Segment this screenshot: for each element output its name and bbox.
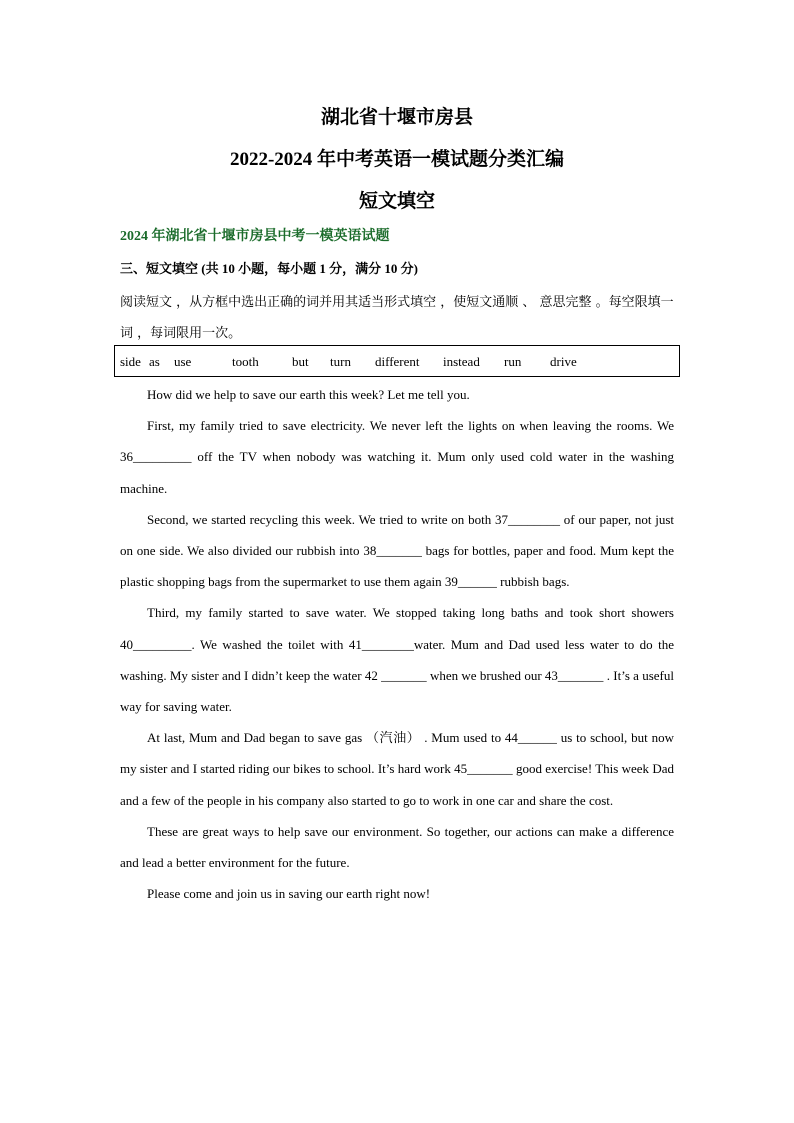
passage-paragraph: At last, Mum and Dad began to save gas （汽油） . Mum used to 44______ us to school, but now my sister and I started riding our bikes to school. It’s hard work 45_______ good exercise! This week Dad and a few of the people in his company also started to go to work in one car and share the cost. xyxy=(120,730,674,808)
word-turn: turn xyxy=(330,354,351,369)
passage xyxy=(120,379,674,909)
word-drive: drive xyxy=(550,354,577,369)
word-as: as xyxy=(149,354,160,369)
word-tooth: tooth xyxy=(232,354,259,369)
word-run: run xyxy=(504,354,522,369)
title-region: 湖北省十堰市房县 xyxy=(320,107,473,128)
title-collection: 2022-2024 年中考英语一模试题分类汇编 xyxy=(229,149,565,170)
passage-paragraph: Please come and join us in saving our earth right now! xyxy=(147,886,431,902)
word-but: but xyxy=(292,354,309,369)
passage-paragraph: These are great ways to help save our environment. So together, our actions can make a difference and lead a better environment for the future. xyxy=(120,823,674,871)
passage-paragraph: Second, we started recycling this week. We tried to write on both 37________ of our paper, not just on one side. We also divided our rubbish into 38_______ bags for bottles, paper and food. Mum kept the plastic shopping bags from the supermarket to use them again 39______ rubbish bags. xyxy=(120,511,674,590)
passage-paragraph: How did we help to save our earth this week? Let me tell you. xyxy=(147,387,470,402)
word-different: different xyxy=(375,354,420,369)
passage-paragraph: First, my family tried to save electricity. We never left the lights on when leaving the rooms. We 36_________ off the TV when nobody was watching it. Mum only used cold water in the washing machine. xyxy=(120,418,674,496)
question-title: 三、短文填空 (共 10 小题，每小题 1 分，满分 10 分) xyxy=(120,261,418,276)
word-instead: instead xyxy=(443,354,480,369)
title-topic: 短文填空 xyxy=(358,191,435,212)
word-side: side xyxy=(120,354,141,369)
exam-source-heading: 2024 年湖北省十堰市房县中考一模英语试题 xyxy=(120,229,390,244)
word-box xyxy=(114,345,680,377)
passage-paragraph: Third, my family started to save water. We stopped taking long baths and took short showers 40_________. We washed the toilet with 41________water. Mum and Dad used less water to do the washing. My sister and I didn’t keep the water 42 _______ when we brushed our 43_______ . It’s a useful way for saving water. xyxy=(120,605,674,715)
instructions: 阅读短文 ，从方框中选出正确的词并用其适当形式填空 ，使短文通顺 、 意思完整 。每空限填一词 ，每词限用一次。 xyxy=(120,295,674,341)
word-use: use xyxy=(174,354,192,369)
